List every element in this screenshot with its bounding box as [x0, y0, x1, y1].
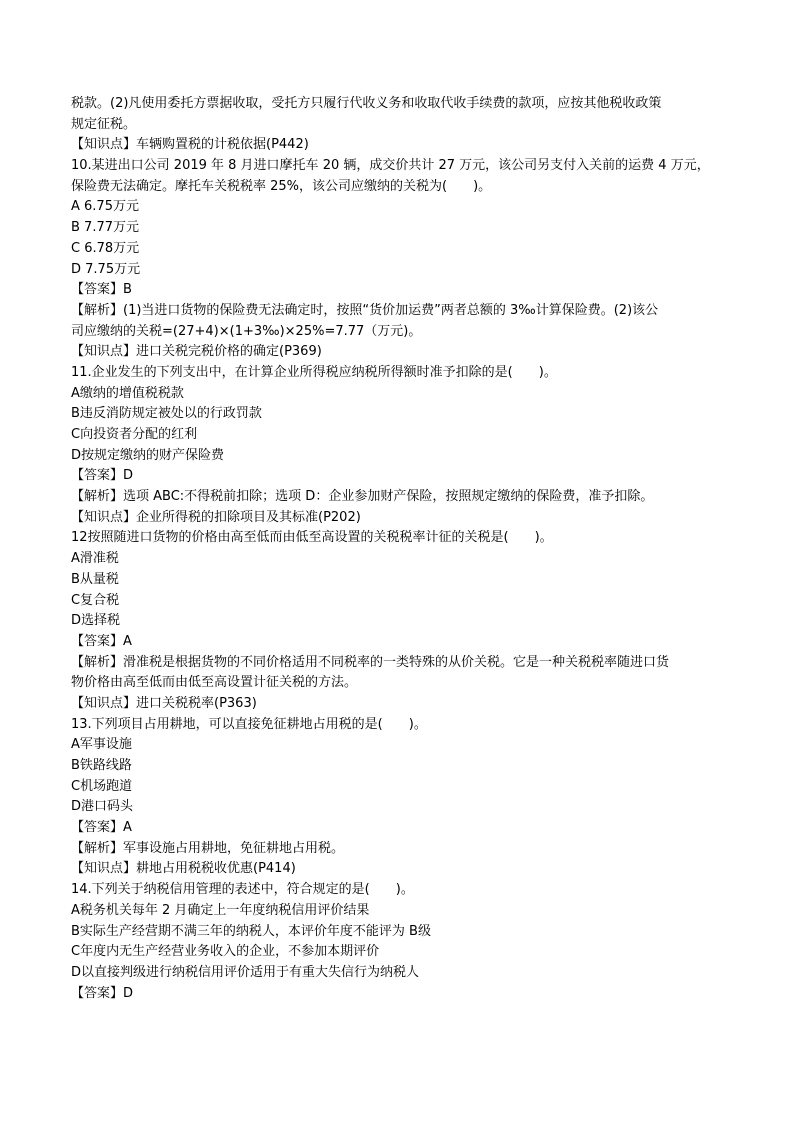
option: D选择税	[71, 613, 121, 629]
answer: 【答案】D	[71, 468, 134, 484]
option: B违反消防规定被处以的行政罚款	[71, 406, 262, 422]
question-stem: 11.企业发生的下列支出中，在计算企业所得税应纳税所得额时准予扣除的是( )。	[71, 364, 557, 380]
answer: 【答案】A	[71, 633, 132, 649]
question-stem: 14.下列关于纳税信用管理的表述中，符合规定的是( )。	[71, 882, 414, 898]
question-stem: 12按照随进口货物的价格由高至低而由低至高设置的关税税率计征的关税是( )。	[71, 530, 553, 546]
option: C向投资者分配的红利	[71, 427, 198, 442]
question-stem: 保险费无法确定。摩托车关税税率 25%，该公司应缴纳的关税为( )。	[71, 178, 492, 194]
text-line: 规定征税。	[71, 116, 137, 132]
answer: 【答案】B	[71, 282, 132, 298]
knowledge-point: 【知识点】进口关税税率(P363)	[71, 695, 257, 711]
analysis: 物价格由高至低而由低至高设置计征关税的方法。	[71, 675, 358, 691]
option: A军事设施	[71, 737, 132, 753]
option: D 7.75万元	[71, 261, 141, 277]
question-stem: 10.某进出口公司 2019 年 8 月进口摩托车 20 辆，成交价共计 27 万元，该公司另支付入关前的运费 4 万元，	[71, 158, 710, 174]
option: A税务机关每年 2 月确定上一年度纳税信用评价结果	[71, 902, 370, 918]
option: C 6.78万元	[71, 240, 140, 256]
option: D按规定缴纳的财产保险费	[71, 447, 225, 463]
option: B铁路线路	[71, 758, 132, 773]
option: C复合税	[71, 592, 120, 608]
analysis: 【解析】选项 ABC:不得税前扣除；选项 D：企业参加财产保险，按照规定缴纳的保险费，准予扣除。	[71, 489, 654, 505]
document-body	[71, 94, 725, 1004]
option: A 6.75万元	[71, 199, 139, 215]
option: C年度内无生产经营业务收入的企业，不参加本期评价	[71, 944, 380, 960]
option: B实际生产经营期不满三年的纳税人，本评价年度不能评为 B级	[71, 923, 431, 939]
analysis: 【解析】(1)当进口货物的保险费无法确定时，按照“货价加运费”两者总额的 3‰计算保险费。(2)该公	[71, 302, 659, 318]
knowledge-point: 【知识点】车辆购置税的计税依据(P442)	[71, 137, 309, 153]
question-stem: 13.下列项目占用耕地，可以直接免征耕地占用税的是( )。	[71, 716, 427, 732]
analysis: 【解析】军事设施占用耕地，免征耕地占用税。	[71, 840, 345, 856]
knowledge-point: 【知识点】耕地占用税税收优惠(P414)	[71, 861, 296, 877]
answer: 【答案】A	[71, 820, 132, 836]
option: A缴纳的增值税税款	[71, 385, 184, 401]
option: B从量税	[71, 571, 119, 587]
option: A滑准税	[71, 551, 119, 567]
answer: 【答案】D	[71, 985, 134, 1001]
analysis: 司应缴纳的关税=(27+4)×(1+3‰)×25%=7.77（万元)。	[71, 323, 422, 339]
option: D以直接判级进行纳税信用评价适用于有重大失信行为纳税人	[71, 964, 420, 980]
knowledge-point: 【知识点】企业所得税的扣除项目及其标准(P202)	[71, 509, 361, 525]
analysis: 【解析】滑准税是根据货物的不同价格适用不同税率的一类特殊的从价关税。它是一种关税税率随进口货	[71, 654, 670, 670]
knowledge-point: 【知识点】进口关税完税价格的确定(P369)	[71, 344, 322, 360]
option: C机场跑道	[71, 778, 133, 794]
option: B 7.77万元	[71, 220, 139, 236]
text-line: 税款。(2)凡使用委托方票据收取，受托方只履行代收义务和收取代收手续费的款项，应按其他税收政策	[71, 96, 662, 111]
option: D港口码头	[71, 799, 134, 815]
